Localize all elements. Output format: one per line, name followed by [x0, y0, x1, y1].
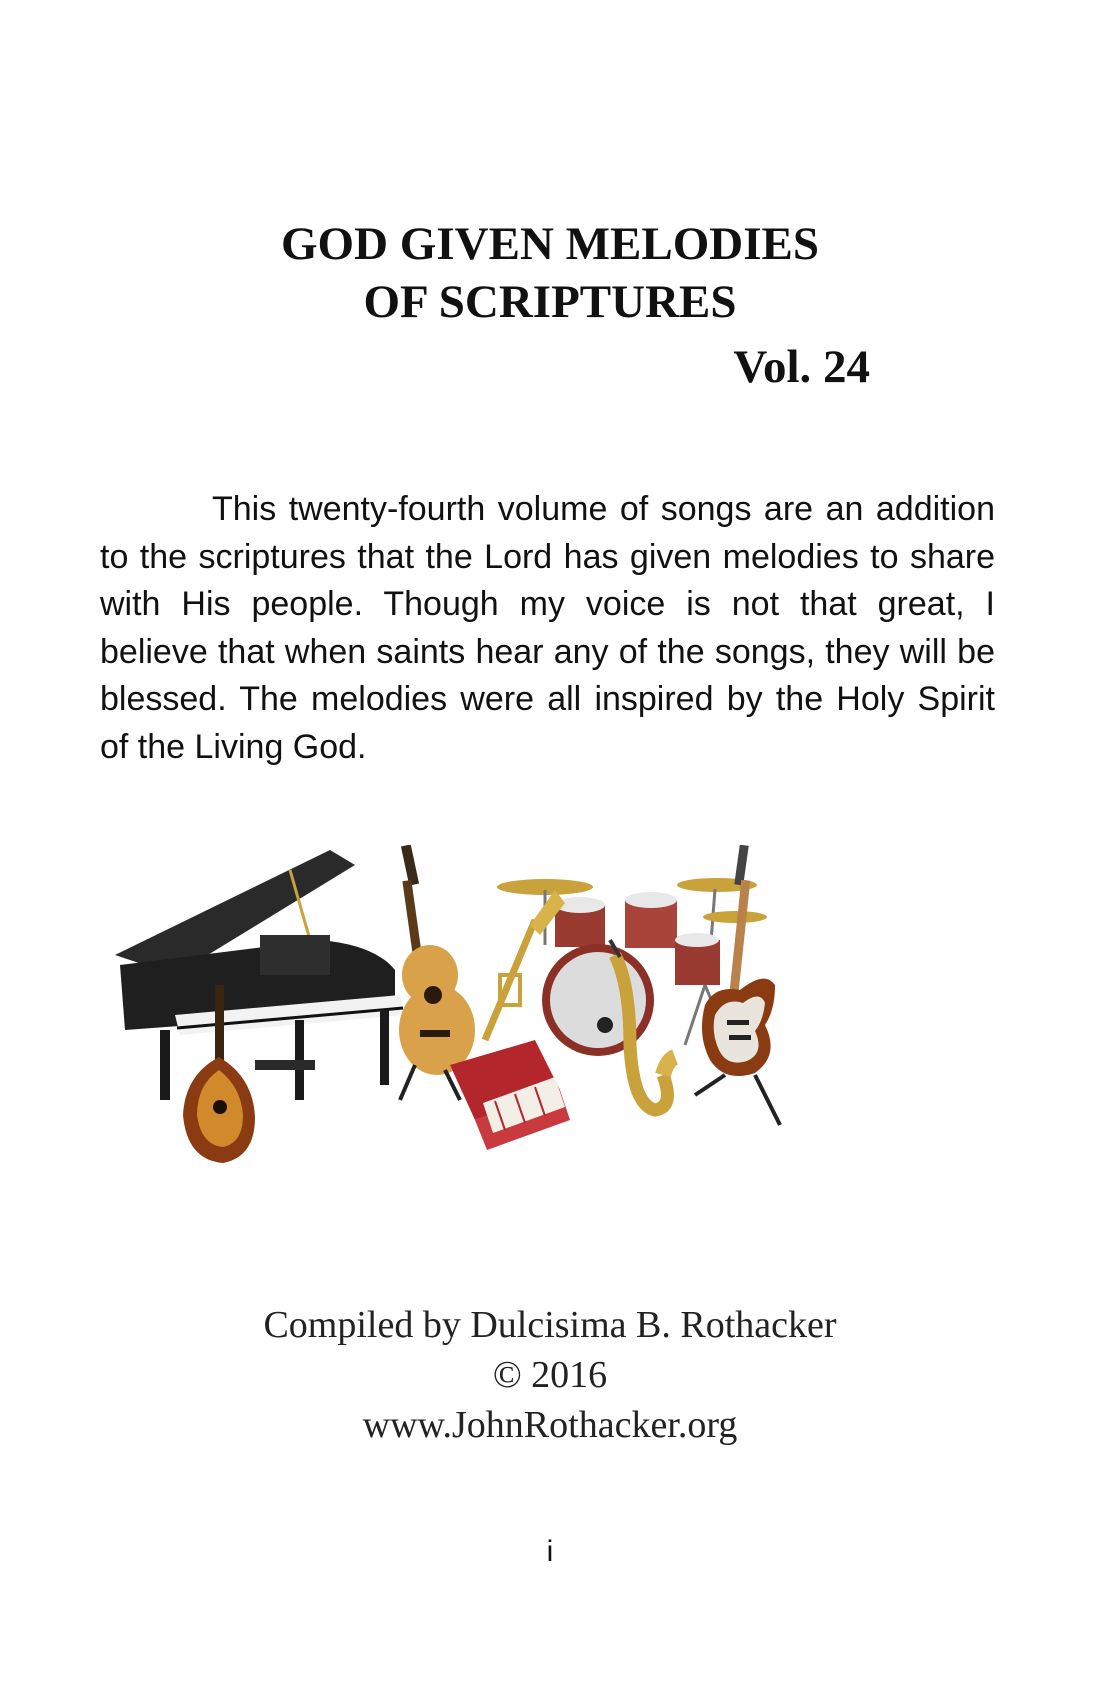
accordion-icon: [450, 1040, 570, 1150]
instruments-illustration: [115, 845, 855, 1175]
website-url: www.JohnRothacker.org: [362, 1404, 738, 1446]
intro-paragraph: This twenty-fourth volume of songs are an addition to the scriptures that the Lord has given melodies to share with His people. Though my voice is not that great, I believe that when saints hear any of the songs, they will be blessed. The melodies were all inspired by the Holy Spirit of the Living God.: [100, 490, 995, 766]
book-title: [150, 215, 950, 331]
compiled-by: Compiled by Dulcisima B. Rothacker: [263, 1304, 837, 1346]
title-line-1: GOD GIVEN MELODIES: [281, 218, 819, 270]
copyright: © 2016: [492, 1354, 608, 1396]
page-number: i: [546, 1535, 554, 1568]
credits-block: [150, 1300, 950, 1450]
volume-label: Vol. 24: [733, 341, 870, 393]
title-line-2: OF SCRIPTURES: [363, 276, 737, 328]
grand-piano-icon: [115, 850, 405, 1100]
